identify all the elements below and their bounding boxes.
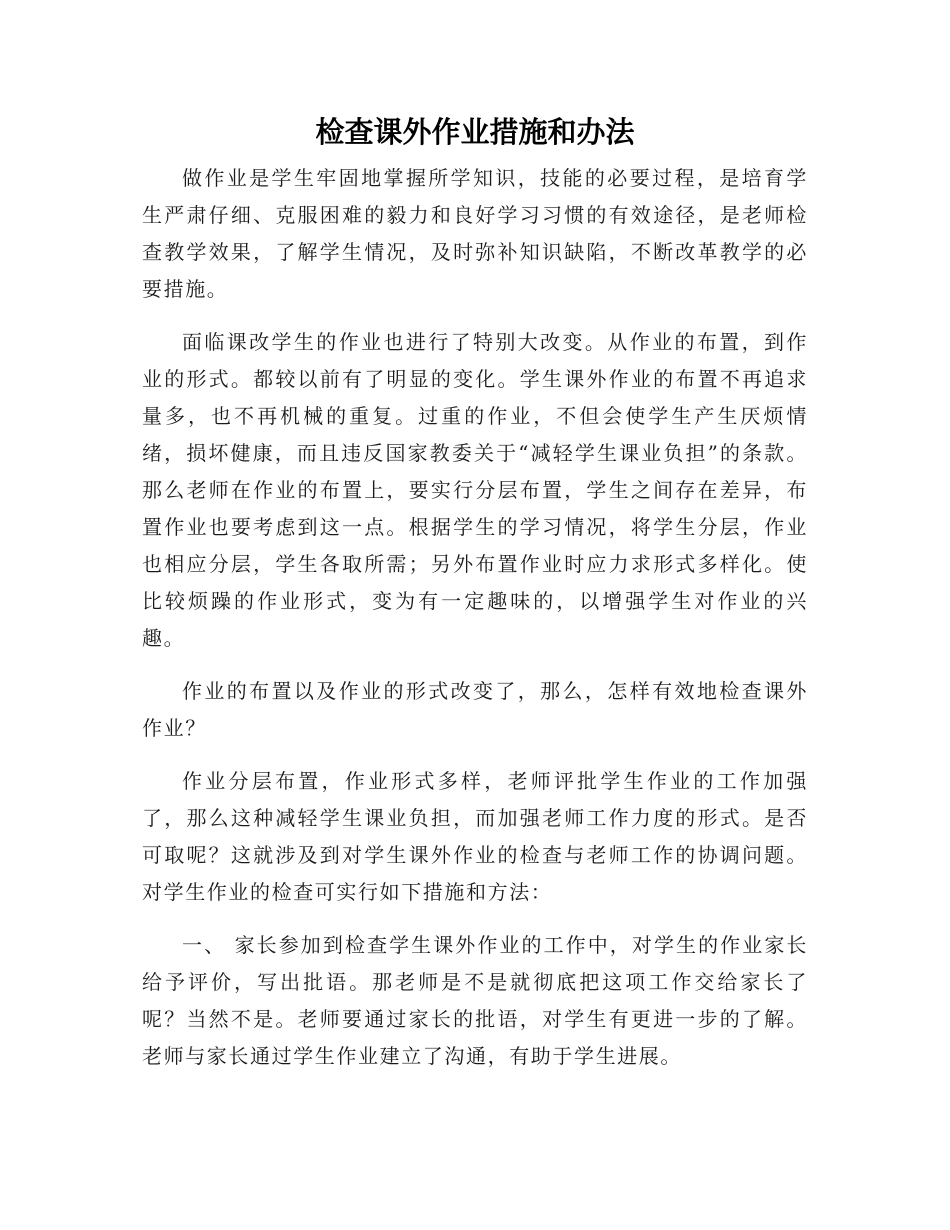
document-title: 检查课外作业措施和办法 [315,115,635,149]
paragraph-2: 面临课改学生的作业也进行了特别大改变。从作业的布置，到作业的形式。都较以前有了明显的变化。学生课外作业的布置不再追求量多，也不再机械的重复。过重的作业，不但会使学生产生厌烦情绪，损坏健康，而且违反国家教委关于“减轻学生课业负担”的条款。那么老师在作业的布置上，要实行分层布置，学生之间存在差异，布置作业也要考虑到这一点。根据学生的学习情况，将学生分层，作业也相应分层，学生各取所需；另外布置作业时应力求形式多样化。使比较烦躁的作业形式，变为有一定趣味的，以增强学生对作业的兴趣。 [142,330,808,650]
paragraph-4: 作业分层布置，作业形式多样，老师评批学生作业的工作加强了，那么这种减轻学生课业负担，而加强老师工作力度的形式。是否可取呢？这就涉及到对学生课外作业的检查与老师工作的协调问题。对学生作业的检查可实行如下措施和方法： [142,769,808,904]
paragraph-5: 一、 家长参加到检查学生课外作业的工作中，对学生的作业家长给予评价，写出批语。那老师是不是就彻底把这项工作交给家长了呢？当然不是。老师要通过家长的批语，对学生有更进一步的了解。老师与家长通过学生作业建立了沟通，有助于学生进展。 [142,933,808,1068]
paragraph-1: 做作业是学生牢固地掌握所学知识，技能的必要过程，是培育学生严肃仔细、克服困难的毅力和良好学习习惯的有效途径，是老师检查教学效果，了解学生情况，及时弥补知识缺陷，不断改革教学的必要措施。 [142,166,808,301]
document-body [142,160,808,1091]
paragraph-3: 作业的布置以及作业的形式改变了，那么，怎样有效地检查课外作业？ [142,679,808,740]
